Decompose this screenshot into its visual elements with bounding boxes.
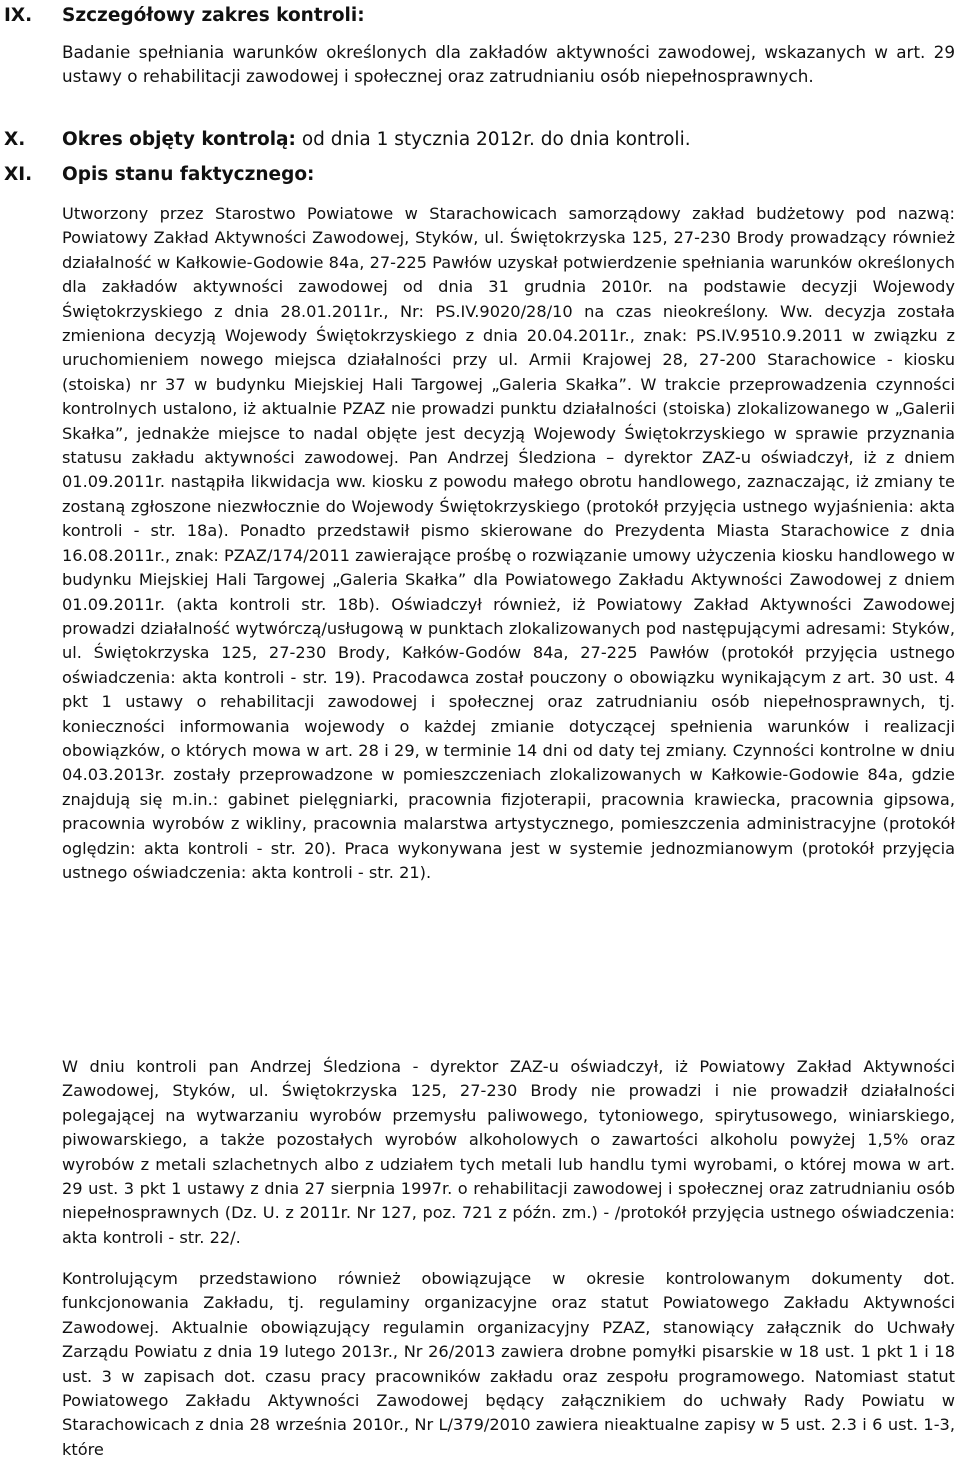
section-x-title-line <box>62 127 691 153</box>
section-ix-number: IX. <box>4 5 33 26</box>
section-x-number: X. <box>4 129 26 150</box>
section-xi-number: XI. <box>4 164 33 185</box>
section-ix-title: Szczegółowy zakres kontroli: <box>62 5 365 26</box>
facts-main-paragraph: Utworzony przez Starostwo Powiatowe w Starachowicach samorządowy zakład budżetowy pod nazwą: Powiatowy Zakład Aktywności Zawodowej, Styków, ul. Świętokrzyska 125, 27-230 Brody prowadzący również działalność w Kałkowie-Godowie 84a, 27-225 Pawłów uzyskał potwierdzenie spełniania warunków określonych dla zakładów aktywności zawodowej od dnia 31 grudnia 2010r. na podstawie decyzji Wojewody Świętokrzyskiego z dnia 28.01.2011r., Nr: PS.IV.9020/28/10 na czas nieokreślony. Ww. decyzja została zmieniona decyzją Wojewody Świętokrzyskiego z dnia 20.04.2011r., znak: PS.IV.9510.9.2011 w związku z uruchomieniem nowego miejsca działalności przy ul. Armii Krajowej 28, 27-200 Starachowice - kiosku (stoiska) nr 37 w budynku Miejskiej Hali Targowej „Galeria Skałka”. W trakcie przeprowadzenia czynności kontrolnych ustalono, iż aktualnie PZAZ nie prowadzi punktu działalności (stoiska) zlokalizowanego w „Galerii Skałka”, jednakże miejsce to nadal objęte jest decyzją Wojewody Świętokrzyskiego w sprawie przyznania statusu zakładu aktywności zawodowej. Pan Andrzej Śledziona – dyrektor ZAZ-u oświadczył, iż z dniem 01.09.2011r. nastąpiła likwidacja ww. kiosku z powodu małego obrotu handlowego, zaznaczając, iż zmiany te zostaną zgłoszone niezwłocznie do Wojewody Świętokrzyskiego (protokół przyjęcia ustnego wyjaśnienia: akta kontroli - str. 18a). Ponadto przedstawił pismo skierowane do Prezydenta Miasta Starachowice z dnia 16.08.2011r., znak: PZAZ/174/2011 zawierające prośbę o rozwiązanie umowy użyczenia kiosku handlowego w budynku Miejskiej Hali Targowej „Galeria Skałka” dla Powiatowego Zakładu Aktywności Zawodowej z dniem 01.09.2011r. (akta kontroli str. 18b). Oświadczył również, iż Powiatowy Zakład Aktywności Zawodowej prowadzi działalność wytwórczą/usługową w punktach zlokalizowanych pod następującymi adresami: Styków, ul. Świętokrzyska 125, 27-230 Brody, Kałków-Godów 84a, 27-225 Pawłów (protokół przyjęcia ustnego oświadczenia: akta kontroli - str. 19). Pracodawca został pouczony o obowiązku wynikającym z art. 30 ust. 4 pkt 1 ustawy o rehabilitacji zawodowej i społecznej oraz zatrudnianiu osób niepełnosprawnych, tj. konieczności informowania wojewody o każdej zmianie dotyczącej spełnienia warunków i realizacji obowiązków, o których mowa w art. 28 i 29, w terminie 14 dni od daty tej zmiany. Czynności kontrolne w dniu 04.03.2013r. zostały przeprowadzone w pomieszczeniach zlokalizowanych w Kałkowie-Godowie 84a, gdzie znajdują się m.in.: gabinet pielęgniarki, pracownia fizjoterapii, pracownia krawiecka, pracownia gipsowa, pracownia wyrobów z wikliny, pracownia malarstwa artystycznego, pomieszczenia administracyjne (protokół oględzin: akta kontroli - str. 20). Praca wykonywana jest w systemie jednozmianowym (protokół przyjęcia ustnego oświadczenia: akta kontroli - str. 21). <box>62 204 955 882</box>
section-x-title: Okres objęty kontrolą: <box>62 129 296 150</box>
section-x-period: od dnia 1 stycznia 2012r. do dnia kontroli. <box>295 129 691 150</box>
scope-paragraph: Badanie spełniania warunków określonych dla zakładów aktywności zawodowej, wskazanych w art. 29 ustawy o rehabilitacji zawodowej i społecznej oraz zatrudnianiu osób niepełnosprawnych. <box>62 42 955 86</box>
section-xi-title: Opis stanu faktycznego: <box>62 164 315 185</box>
facts-alcohol-paragraph: W dniu kontroli pan Andrzej Śledziona - dyrektor ZAZ-u oświadczył, iż Powiatowy Zakład Aktywności Zawodowej, Styków, ul. Świętokrzyska 125, 27-230 Brody nie prowadzi i nie prowadził działalności polegającej na wytwarzaniu wyrobów przemysłu paliwowego, tytoniowego, spirytusowego, winiarskiego, piwowarskiego, a także pozostałych wyrobów alkoholowych o zawartości alkoholu powyżej 1,5% oraz wyrobów z metali szlachetnych albo z udziałem tych metali lub handlu tymi wyrobami, o której mowa w art. 29 ust. 3 pkt 1 ustawy z dnia 27 sierpnia 1997r. o rehabilitacji zawodowej i społecznej oraz zatrudnianiu osób niepełnosprawnych (Dz. U. z 2011r. Nr 127, poz. 721 z późn. zm.) - /protokół przyjęcia ustnego oświadczenia: akta kontroli - str. 22/. <box>62 1057 955 1247</box>
facts-documents-paragraph: Kontrolującym przedstawiono również obowiązujące w okresie kontrolowanym dokumenty dot. funkcjonowania Zakładu, tj. regulaminy organizacyjne oraz statut Powiatowego Zakładu Aktywności Zawodowej. Aktualnie obowiązujący regulamin organizacyjny PZAZ, stanowiący załącznik do Uchwały Zarządu Powiatu z dnia 19 lutego 2013r., Nr 26/2013 zawiera drobne pomyłki pisarskie w 18 ust. 1 pkt 1 i 18 ust. 3 w zapisach dot. czasu pracy pracowników zakładu oraz zespołu programowego. Natomiast statut Powiatowego Zakładu Aktywności Zawodowej będący załącznikiem do uchwały Rady Powiatu w Starachowicach z dnia 28 września 2010r., Nr L/379/2010 zawiera nieaktualne zapisy w 5 ust. 2.3 i 6 ust. 1-3, które <box>62 1269 955 1459</box>
